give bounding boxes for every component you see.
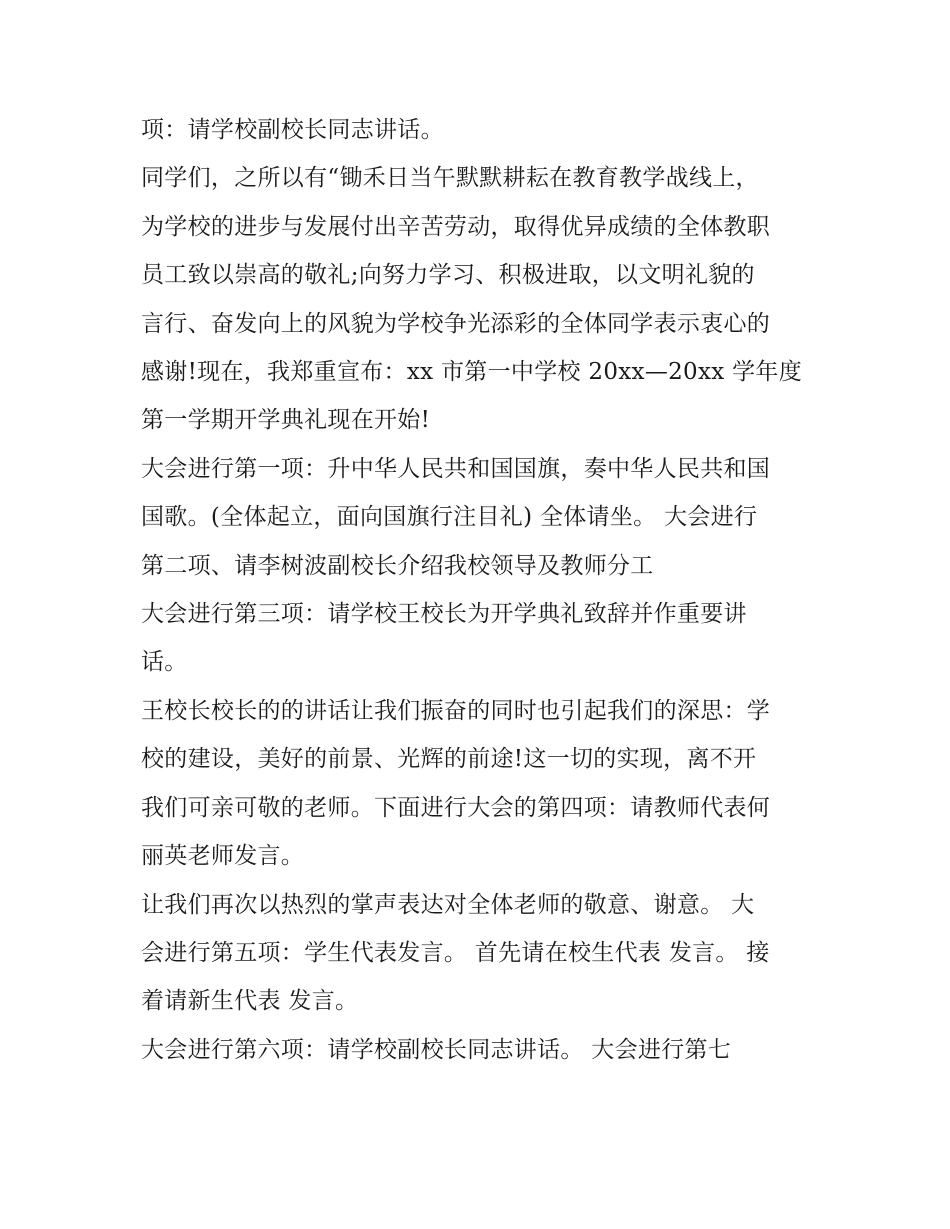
text-line: 为学校的进步与发展付出辛苦劳动，取得优异成绩的全体教职 <box>141 213 771 240</box>
document-body <box>141 106 821 1074</box>
paragraph <box>141 687 821 881</box>
text-line: 校的建设，美好的前景、光辉的前途!这一切的实现，离不开 <box>141 746 757 773</box>
text-line: 同学们，之所以有“锄禾日当午默默耕耘在教育教学战线上， <box>141 165 759 192</box>
paragraph <box>141 445 821 590</box>
text-line: 大会进行第一项：升中华人民共和国国旗，奏中华人民共和国 <box>141 455 771 482</box>
text-line: 言行、奋发向上的风貌为学校争光添彩的全体同学表示衷心的 <box>141 310 771 337</box>
text-line: 国歌。(全体起立，面向国旗行注目礼) 全体请坐。 大会进行 <box>141 504 758 531</box>
text-line: 员工致以崇高的敬礼;向努力学习、积极进取，以文明礼貌的 <box>141 262 755 289</box>
paragraph <box>141 1026 821 1074</box>
text-line: 我们可亲可敬的老师。下面进行大会的第四项：请教师代表何 <box>141 794 771 821</box>
text-line: 感谢!现在，我郑重宣布：xx 市第一中学校 20xx—20xx 学年度 <box>141 359 803 386</box>
text-line: 王校长校长的的讲话让我们振奋的同时也引起我们的深思：学 <box>141 697 771 724</box>
text-line: 大会进行第三项：请学校王校长为开学典礼致辞并作重要讲 <box>141 601 747 628</box>
paragraph <box>141 106 821 154</box>
paragraph <box>141 590 821 687</box>
text-line: 大会进行第六项：请学校副校长同志讲话。 大会进行第七 <box>141 1036 732 1063</box>
paragraph <box>141 881 821 1026</box>
text-line: 话。 <box>141 649 188 676</box>
text-line: 让我们再次以热烈的掌声表达对全体老师的敬意、谢意。 大 <box>141 891 755 918</box>
text-line: 丽英老师发言。 <box>141 843 305 870</box>
text-line: 会进行第五项：学生代表发言。 首先请在校生代表 发言。 接 <box>141 939 770 966</box>
text-line: 第一学期开学典礼现在开始! <box>141 407 431 434</box>
text-line: 项：请学校副校长同志讲话。 <box>141 117 444 143</box>
paragraph <box>141 154 821 444</box>
text-line: 着请新生代表 发言。 <box>141 988 359 1015</box>
text-line: 第二项、请李树波副校长介绍我校领导及教师分工 <box>141 552 654 579</box>
